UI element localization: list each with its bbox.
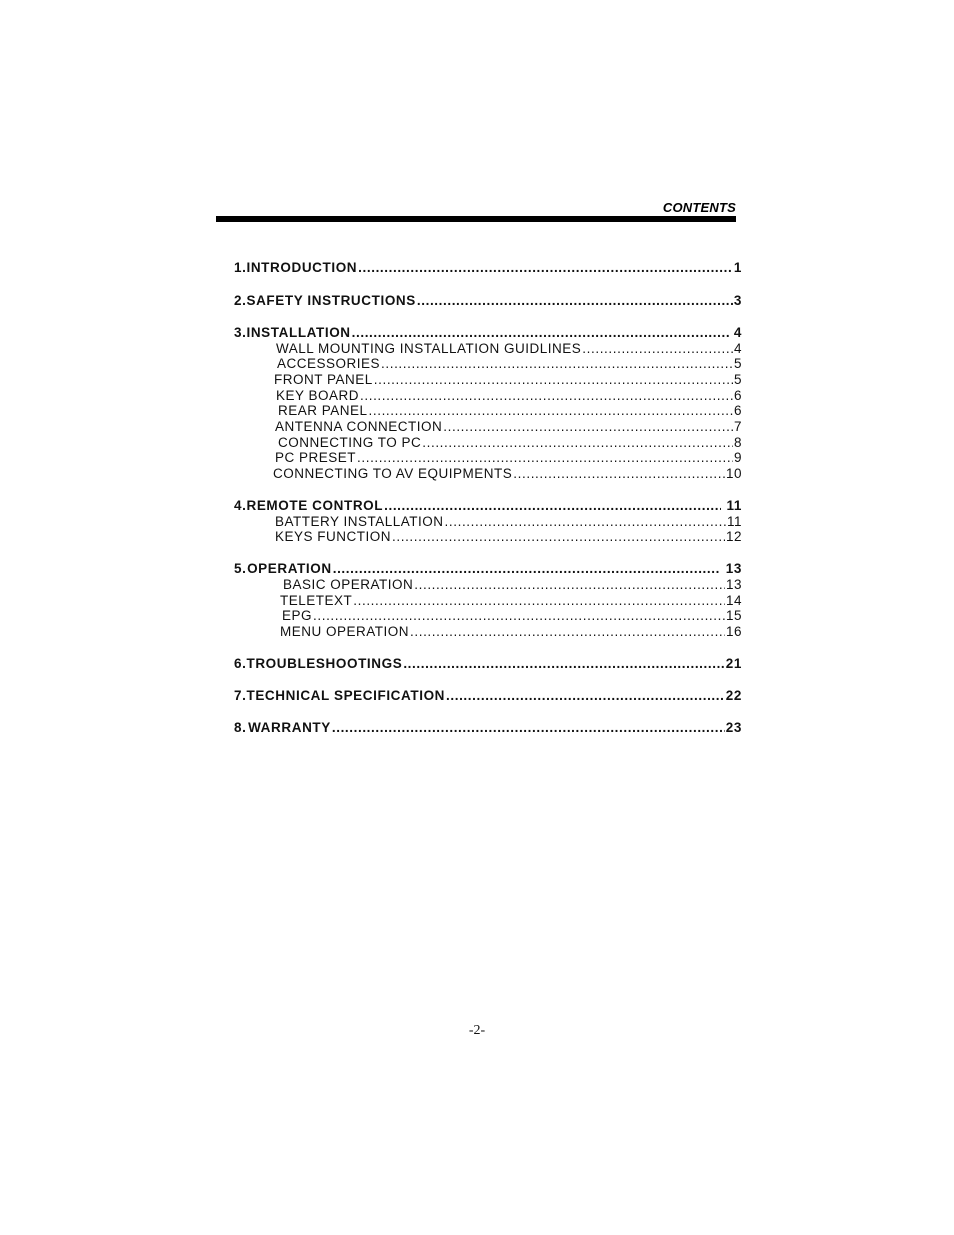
dot-leader xyxy=(392,529,725,544)
toc-subentry-title: BATTERY INSTALLATION xyxy=(275,514,444,529)
toc-entry-title: TROUBLESHOOTINGS xyxy=(246,656,403,671)
toc-entry-page: 23 xyxy=(725,720,742,735)
toc-entry-number: 8. xyxy=(234,720,247,735)
toc-subentry-page: 5 xyxy=(733,356,742,371)
toc-subentry-page: 4 xyxy=(733,341,742,356)
toc-entry-number: 7. xyxy=(234,688,247,703)
toc-entry-troubleshootings[interactable] xyxy=(234,656,742,671)
toc-subentry-menu-operation[interactable] xyxy=(280,624,742,639)
toc-subentry-page: 7 xyxy=(733,419,742,434)
dot-leader xyxy=(410,624,725,639)
toc-entry-number: 1. xyxy=(234,260,247,275)
toc-subentry-title: ACCESSORIES xyxy=(277,356,381,371)
dot-leader xyxy=(417,293,733,308)
toc-subentry-av-equipments[interactable] xyxy=(273,466,742,481)
toc-subentry-page: 14 xyxy=(725,593,742,608)
toc-entry-number: 4. xyxy=(234,498,247,513)
toc-entry-page: 11 xyxy=(722,498,742,513)
toc-subentry-title: KEY BOARD xyxy=(276,388,360,403)
toc-entry-page: 1 xyxy=(733,260,742,275)
toc-subentry-key-board[interactable] xyxy=(276,388,742,403)
toc-entry-page: 22 xyxy=(725,688,742,703)
toc-entry-title: INSTALLATION xyxy=(246,325,351,340)
toc-entry-installation[interactable] xyxy=(234,325,742,340)
dot-leader xyxy=(381,356,733,371)
toc-subentry-page: 8 xyxy=(733,435,742,450)
toc-subentry-page: 15 xyxy=(725,608,742,623)
toc-subentry-title: MENU OPERATION xyxy=(280,624,410,639)
toc-subentry-basic-operation[interactable] xyxy=(283,577,742,592)
toc-subentry-page: 6 xyxy=(733,388,742,403)
toc-entry-title: SAFETY INSTRUCTIONS xyxy=(246,293,416,308)
toc-subentry-title: CONNECTING TO PC xyxy=(278,435,422,450)
toc-entry-remote-control[interactable] xyxy=(234,498,742,513)
dot-leader xyxy=(445,514,726,529)
toc-entry-warranty[interactable] xyxy=(234,720,742,735)
toc-entry-page: 13 xyxy=(721,561,742,576)
toc-entry-number: 2. xyxy=(234,293,247,308)
dot-leader xyxy=(384,498,721,513)
toc-entry-title: WARRANTY xyxy=(248,720,331,735)
toc-entry-technical-specification[interactable] xyxy=(234,688,742,703)
toc-subentry-title: ANTENNA CONNECTION xyxy=(275,419,443,434)
toc-entry-page: 3 xyxy=(733,293,742,308)
toc-subentry-title: TELETEXT xyxy=(280,593,353,608)
toc-subentry-page: 11 xyxy=(726,514,742,529)
contents-heading: CONTENTS xyxy=(662,200,736,215)
toc-subentry-title: FRONT PANEL xyxy=(274,372,373,387)
toc-entry-page: 4 xyxy=(729,325,742,340)
toc-entry-introduction[interactable] xyxy=(234,260,742,275)
toc-entry-title: TECHNICAL SPECIFICATION xyxy=(246,688,446,703)
dot-leader xyxy=(353,593,725,608)
dot-leader xyxy=(582,341,733,356)
toc-subentry-title: KEYS FUNCTION xyxy=(275,529,392,544)
toc-subentry-page: 6 xyxy=(733,403,742,418)
toc-entry-title: REMOTE CONTROL xyxy=(246,498,384,513)
toc-subentry-page: 9 xyxy=(733,450,742,465)
dot-leader xyxy=(403,656,724,671)
dot-leader xyxy=(360,388,733,403)
dot-leader xyxy=(333,561,721,576)
dot-leader xyxy=(332,720,725,735)
toc-subentry-title: PC PRESET xyxy=(275,450,357,465)
toc-entry-number: 5. xyxy=(234,561,247,576)
toc-subentry-page: 13 xyxy=(725,577,742,592)
toc-subentry-title: REAR PANEL xyxy=(278,403,368,418)
dot-leader xyxy=(446,688,725,703)
dot-leader xyxy=(414,577,725,592)
toc-subentry-pc-preset[interactable] xyxy=(275,450,742,465)
dot-leader xyxy=(369,403,733,418)
toc-entry-title: INTRODUCTION xyxy=(246,260,358,275)
toc-subentry-teletext[interactable] xyxy=(280,593,742,608)
toc-subentry-antenna-connection[interactable] xyxy=(275,419,742,434)
toc-entry-title: OPERATION xyxy=(247,561,332,576)
toc-subentry-page: 12 xyxy=(725,529,742,544)
dot-leader xyxy=(357,450,733,465)
toc-entry-number: 3. xyxy=(234,325,247,340)
toc-subentry-front-panel[interactable] xyxy=(274,372,742,387)
toc-subentry-page: 5 xyxy=(733,372,742,387)
dot-leader xyxy=(313,608,725,623)
dot-leader xyxy=(513,466,725,481)
toc-subentry-title: EPG xyxy=(282,608,313,623)
toc-entry-number: 6. xyxy=(234,656,247,671)
toc-entry-operation[interactable] xyxy=(234,561,742,576)
dot-leader xyxy=(443,419,733,434)
dot-leader xyxy=(374,372,733,387)
dot-leader xyxy=(358,260,733,275)
toc-subentry-title: WALL MOUNTING INSTALLATION GUIDLINES xyxy=(276,341,582,356)
toc-subentry-page: 10 xyxy=(725,466,742,481)
toc-subentry-page: 16 xyxy=(725,624,742,639)
page-number: -2- xyxy=(468,1023,486,1038)
toc-subentry-title: CONNECTING TO AV EQUIPMENTS xyxy=(273,466,513,481)
toc-subentry-epg[interactable] xyxy=(282,608,742,623)
toc-subentry-wall-mounting[interactable] xyxy=(276,341,742,356)
toc-entry-page: 21 xyxy=(725,656,742,671)
toc-subentry-battery-installation[interactable] xyxy=(275,514,742,529)
toc-entry-safety-instructions[interactable] xyxy=(234,293,742,308)
toc-subentry-accessories[interactable] xyxy=(277,356,742,371)
toc-subentry-connecting-to-pc[interactable] xyxy=(278,435,742,450)
toc-subentry-rear-panel[interactable] xyxy=(278,403,742,418)
toc-subentry-keys-function[interactable] xyxy=(275,529,742,544)
toc-subentry-title: BASIC OPERATION xyxy=(283,577,414,592)
dot-leader xyxy=(352,325,729,340)
dot-leader xyxy=(422,435,733,450)
